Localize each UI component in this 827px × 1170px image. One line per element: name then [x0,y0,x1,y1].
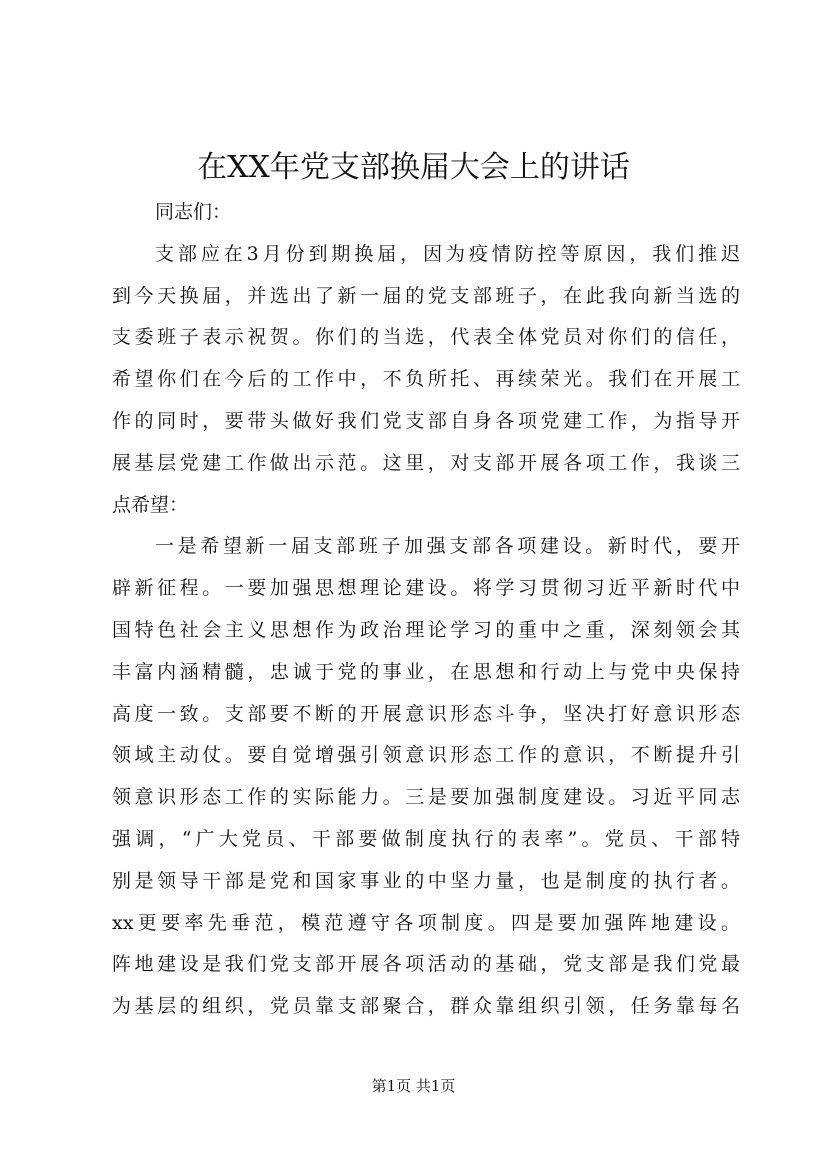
page-footer: 第1页 共1页 [371,1077,456,1095]
document-title: 在XX年党支部换届大会上的讲话 [197,150,630,185]
paragraph-line: 高度一致。支部要不断的开展意识形态斗争，坚决打好意识形态 [112,702,740,725]
paragraph-line: 作的同时，要带头做好我们党支部自身各项党建工作，为指导开 [112,409,740,432]
paragraph-line: 丰富内涵精髓，忠诚于党的事业，在思想和行动上与党中央保持 [112,660,740,683]
paragraph-line: 希望你们在今后的工作中，不负所托、再续荣光。我们在开展工 [112,368,740,391]
paragraph-line: xx更要率先垂范，模范遵守各项制度。四是要加强阵地建设。 [112,911,740,934]
paragraph-line: 到今天换届，并选出了新一届的党支部班子，在此我向新当选的 [112,284,740,307]
salutation-line: 同志们： [155,201,232,223]
paragraph-line: 一是希望新一届支部班子加强支部各项建设。新时代，要开 [155,535,740,558]
paragraph-line: 阵地建设是我们党支部开展各项活动的基础，党支部是我们党最 [112,953,740,976]
paragraph-line: 强调，“广大党员、干部要做制度执行的表率”。党员、干部特 [112,827,740,850]
paragraph-line: 展基层党建工作做出示范。这里，对支部开展各项工作，我谈三 [112,451,740,474]
paragraph-line: 为基层的组织，党员靠支部聚合，群众靠组织引领，任务靠每名 [112,995,740,1018]
paragraph-line: 别是领导干部是党和国家事业的中坚力量，也是制度的执行者。 [112,869,740,892]
paragraph-line: 支委班子表示祝贺。你们的当选，代表全体党员对你们的信任， [112,326,740,349]
document-body [112,192,740,1028]
paragraph-line: 辟新征程。一要加强思想理论建设。将学习贯彻习近平新时代中 [112,577,740,600]
paragraph-line: 领域主动仗。要自觉增强引领意识形态工作的意识，不断提升引 [112,744,740,767]
paragraph-line: 点希望： [112,493,189,516]
paragraph-line: 领意识形态工作的实际能力。三是要加强制度建设。习近平同志 [112,786,740,809]
paragraph-line: 支部应在3月份到期换届，因为疫情防控等原因，我们推迟 [155,242,740,265]
paragraph-line: 国特色社会主义思想作为政治理论学习的重中之重，深刻领会其 [112,618,740,641]
